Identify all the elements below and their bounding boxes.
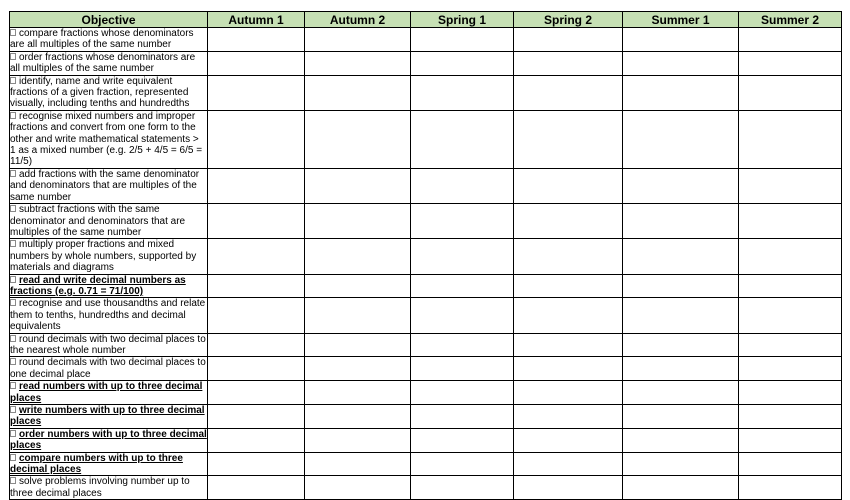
table-row (10, 168, 842, 203)
objective-cell (10, 51, 208, 75)
term-cell-spring-2[interactable] (514, 51, 623, 75)
table-row (10, 428, 842, 452)
term-cell-spring-1[interactable] (411, 168, 514, 203)
term-cell-autumn-2[interactable] (305, 239, 411, 274)
table-row (10, 476, 842, 500)
term-cell-autumn-1[interactable] (208, 274, 305, 298)
objective-text: solve problems involving number up to three decimal places (10, 476, 190, 499)
checkbox-icon[interactable] (10, 299, 16, 306)
term-cell-spring-1[interactable] (411, 357, 514, 381)
term-cell-spring-1[interactable] (411, 333, 514, 357)
term-cell-autumn-2[interactable] (305, 298, 411, 333)
term-cell-autumn-2[interactable] (305, 168, 411, 203)
table-row (10, 274, 842, 298)
objective-cell (10, 239, 208, 274)
term-cell-autumn-1[interactable] (208, 75, 305, 110)
term-cell-autumn-1[interactable] (208, 357, 305, 381)
term-cell-summer-1[interactable] (623, 168, 739, 203)
term-cell-autumn-1[interactable] (208, 298, 305, 333)
table-row (10, 381, 842, 405)
term-cell-autumn-1[interactable] (208, 405, 305, 429)
term-cell-summer-2[interactable] (739, 239, 842, 274)
term-cell-autumn-2[interactable] (305, 51, 411, 75)
checkbox-icon[interactable] (10, 77, 16, 84)
objectives-tracker-table (9, 11, 842, 500)
objective-cell (10, 476, 208, 500)
table-row (10, 357, 842, 381)
term-cell-spring-1[interactable] (411, 405, 514, 429)
term-cell-spring-2[interactable] (514, 110, 623, 168)
term-cell-spring-1[interactable] (411, 110, 514, 168)
header-spring-2: Spring 2 (514, 12, 623, 28)
objective-text: order numbers with up to three decimal places (10, 428, 207, 452)
term-cell-spring-2[interactable] (514, 75, 623, 110)
term-cell-autumn-1[interactable] (208, 168, 305, 203)
objective-cell (10, 428, 208, 452)
objective-cell (10, 168, 208, 203)
objective-text: subtract fractions with the same denominator and denominators that are multiples of the same number (10, 204, 186, 238)
objective-text: read and write decimal numbers as fractions (e.g. 0.71 = 71/100) (10, 274, 186, 297)
term-cell-summer-1[interactable] (623, 28, 739, 52)
term-cell-autumn-1[interactable] (208, 333, 305, 357)
term-cell-autumn-2[interactable] (305, 75, 411, 110)
term-cell-autumn-2[interactable] (305, 110, 411, 168)
objective-text: compare fractions whose denominators are all multiples of the same number (10, 28, 194, 51)
term-cell-summer-2[interactable] (739, 298, 842, 333)
checkbox-icon[interactable] (10, 358, 16, 365)
term-cell-spring-1[interactable] (411, 28, 514, 52)
table-row (10, 110, 842, 168)
term-cell-autumn-1[interactable] (208, 204, 305, 239)
objective-cell (10, 28, 208, 52)
checkbox-icon[interactable] (10, 406, 16, 413)
objective-text: compare numbers with up to three decimal places (10, 452, 183, 476)
term-cell-summer-1[interactable] (623, 357, 739, 381)
term-cell-spring-2[interactable] (514, 168, 623, 203)
header-autumn-2: Autumn 2 (305, 12, 411, 28)
table-row (10, 75, 842, 110)
table-row (10, 239, 842, 274)
table-row (10, 28, 842, 52)
table-row (10, 405, 842, 429)
header-objective: Objective (10, 12, 208, 28)
term-cell-autumn-2[interactable] (305, 381, 411, 405)
term-cell-autumn-2[interactable] (305, 333, 411, 357)
term-cell-autumn-1[interactable] (208, 51, 305, 75)
term-cell-spring-2[interactable] (514, 452, 623, 476)
term-cell-summer-1[interactable] (623, 274, 739, 298)
term-cell-spring-1[interactable] (411, 274, 514, 298)
term-cell-spring-1[interactable] (411, 204, 514, 239)
objective-cell (10, 274, 208, 298)
term-cell-summer-2[interactable] (739, 28, 842, 52)
objective-text: recognise mixed numbers and improper fractions and convert from one form to the other and write mathematical statements > 1 as a mixed number (e.g. 2/5 + 4/5 = 6/5 = 11/5) (10, 110, 203, 168)
checkbox-icon[interactable] (10, 276, 16, 283)
term-cell-summer-1[interactable] (623, 110, 739, 168)
term-cell-autumn-2[interactable] (305, 428, 411, 452)
term-cell-summer-2[interactable] (739, 75, 842, 110)
objective-cell (10, 333, 208, 357)
objective-text: identify, name and write equivalent fractions of a given fraction, represented visually, including tenths and hundredths (10, 75, 190, 110)
term-cell-summer-1[interactable] (623, 239, 739, 274)
header-spring-1: Spring 1 (411, 12, 514, 28)
objective-cell (10, 452, 208, 476)
term-cell-spring-2[interactable] (514, 428, 623, 452)
term-cell-autumn-1[interactable] (208, 110, 305, 168)
term-cell-summer-1[interactable] (623, 51, 739, 75)
term-cell-spring-1[interactable] (411, 51, 514, 75)
term-cell-spring-2[interactable] (514, 274, 623, 298)
term-cell-autumn-2[interactable] (305, 28, 411, 52)
term-cell-summer-2[interactable] (739, 381, 842, 405)
term-cell-spring-2[interactable] (514, 333, 623, 357)
term-cell-autumn-2[interactable] (305, 274, 411, 298)
term-cell-spring-1[interactable] (411, 239, 514, 274)
term-cell-spring-1[interactable] (411, 452, 514, 476)
term-cell-spring-1[interactable] (411, 298, 514, 333)
term-cell-spring-2[interactable] (514, 239, 623, 274)
header-autumn-1: Autumn 1 (208, 12, 305, 28)
checkbox-icon[interactable] (10, 335, 16, 342)
term-cell-summer-2[interactable] (739, 452, 842, 476)
term-cell-summer-2[interactable] (739, 333, 842, 357)
objective-text: add fractions with the same denominator and denominators that are multiples of the same number (10, 168, 200, 203)
term-cell-spring-1[interactable] (411, 381, 514, 405)
term-cell-summer-1[interactable] (623, 476, 739, 500)
term-cell-summer-1[interactable] (623, 75, 739, 110)
term-cell-spring-1[interactable] (411, 476, 514, 500)
objective-text: round decimals with two decimal places to one decimal place (10, 357, 206, 380)
checkbox-icon[interactable] (10, 477, 16, 484)
checkbox-icon[interactable] (10, 53, 16, 60)
table-row (10, 298, 842, 333)
objective-text: order fractions whose denominators are all multiples of the same number (10, 51, 196, 75)
objective-cell (10, 110, 208, 168)
term-cell-autumn-1[interactable] (208, 428, 305, 452)
term-cell-autumn-2[interactable] (305, 476, 411, 500)
term-cell-autumn-2[interactable] (305, 357, 411, 381)
term-cell-summer-1[interactable] (623, 381, 739, 405)
term-cell-summer-2[interactable] (739, 168, 842, 203)
term-cell-summer-2[interactable] (739, 204, 842, 239)
objective-text: multiply proper fractions and mixed numbers by whole numbers, supported by materials and diagrams (10, 239, 197, 274)
objective-cell (10, 75, 208, 110)
objective-cell (10, 405, 208, 429)
term-cell-summer-2[interactable] (739, 110, 842, 168)
term-cell-spring-1[interactable] (411, 428, 514, 452)
checkbox-icon[interactable] (10, 454, 16, 461)
term-cell-autumn-2[interactable] (305, 452, 411, 476)
term-cell-summer-1[interactable] (623, 204, 739, 239)
objective-cell (10, 381, 208, 405)
header-row (10, 12, 842, 28)
checkbox-icon[interactable] (10, 240, 16, 247)
objective-text: recognise and use thousandths and relate them to tenths, hundredths and decimal equivalents (10, 298, 206, 333)
term-cell-spring-2[interactable] (514, 28, 623, 52)
term-cell-autumn-2[interactable] (305, 204, 411, 239)
term-cell-spring-2[interactable] (514, 381, 623, 405)
objective-cell (10, 298, 208, 333)
table-row (10, 204, 842, 239)
term-cell-spring-2[interactable] (514, 476, 623, 500)
objective-text: read numbers with up to three decimal places (10, 381, 203, 404)
table-row (10, 51, 842, 75)
objective-text: round decimals with two decimal places to the nearest whole number (10, 333, 206, 356)
objective-text: write numbers with up to three decimal places (10, 405, 205, 428)
checkbox-icon[interactable] (10, 205, 16, 212)
header-summer-2: Summer 2 (739, 12, 842, 28)
table-row (10, 452, 842, 476)
checkbox-icon[interactable] (10, 112, 16, 119)
term-cell-spring-2[interactable] (514, 298, 623, 333)
term-cell-summer-2[interactable] (739, 428, 842, 452)
term-cell-summer-1[interactable] (623, 298, 739, 333)
header-summer-1: Summer 1 (623, 12, 739, 28)
term-cell-summer-2[interactable] (739, 476, 842, 500)
term-cell-summer-2[interactable] (739, 51, 842, 75)
term-cell-autumn-1[interactable] (208, 28, 305, 52)
objective-cell (10, 204, 208, 239)
checkbox-icon[interactable] (10, 29, 16, 36)
term-cell-summer-1[interactable] (623, 452, 739, 476)
term-cell-autumn-2[interactable] (305, 405, 411, 429)
term-cell-summer-2[interactable] (739, 405, 842, 429)
term-cell-spring-2[interactable] (514, 357, 623, 381)
term-cell-spring-2[interactable] (514, 405, 623, 429)
checkbox-icon[interactable] (10, 382, 16, 389)
term-cell-summer-2[interactable] (739, 357, 842, 381)
term-cell-summer-1[interactable] (623, 333, 739, 357)
term-cell-summer-2[interactable] (739, 274, 842, 298)
table-row (10, 333, 842, 357)
checkbox-icon[interactable] (10, 170, 16, 177)
term-cell-summer-1[interactable] (623, 405, 739, 429)
term-cell-autumn-1[interactable] (208, 452, 305, 476)
term-cell-autumn-1[interactable] (208, 381, 305, 405)
term-cell-spring-1[interactable] (411, 75, 514, 110)
term-cell-autumn-1[interactable] (208, 239, 305, 274)
objective-cell (10, 357, 208, 381)
term-cell-summer-1[interactable] (623, 428, 739, 452)
checkbox-icon[interactable] (10, 430, 16, 437)
term-cell-spring-2[interactable] (514, 204, 623, 239)
term-cell-autumn-1[interactable] (208, 476, 305, 500)
